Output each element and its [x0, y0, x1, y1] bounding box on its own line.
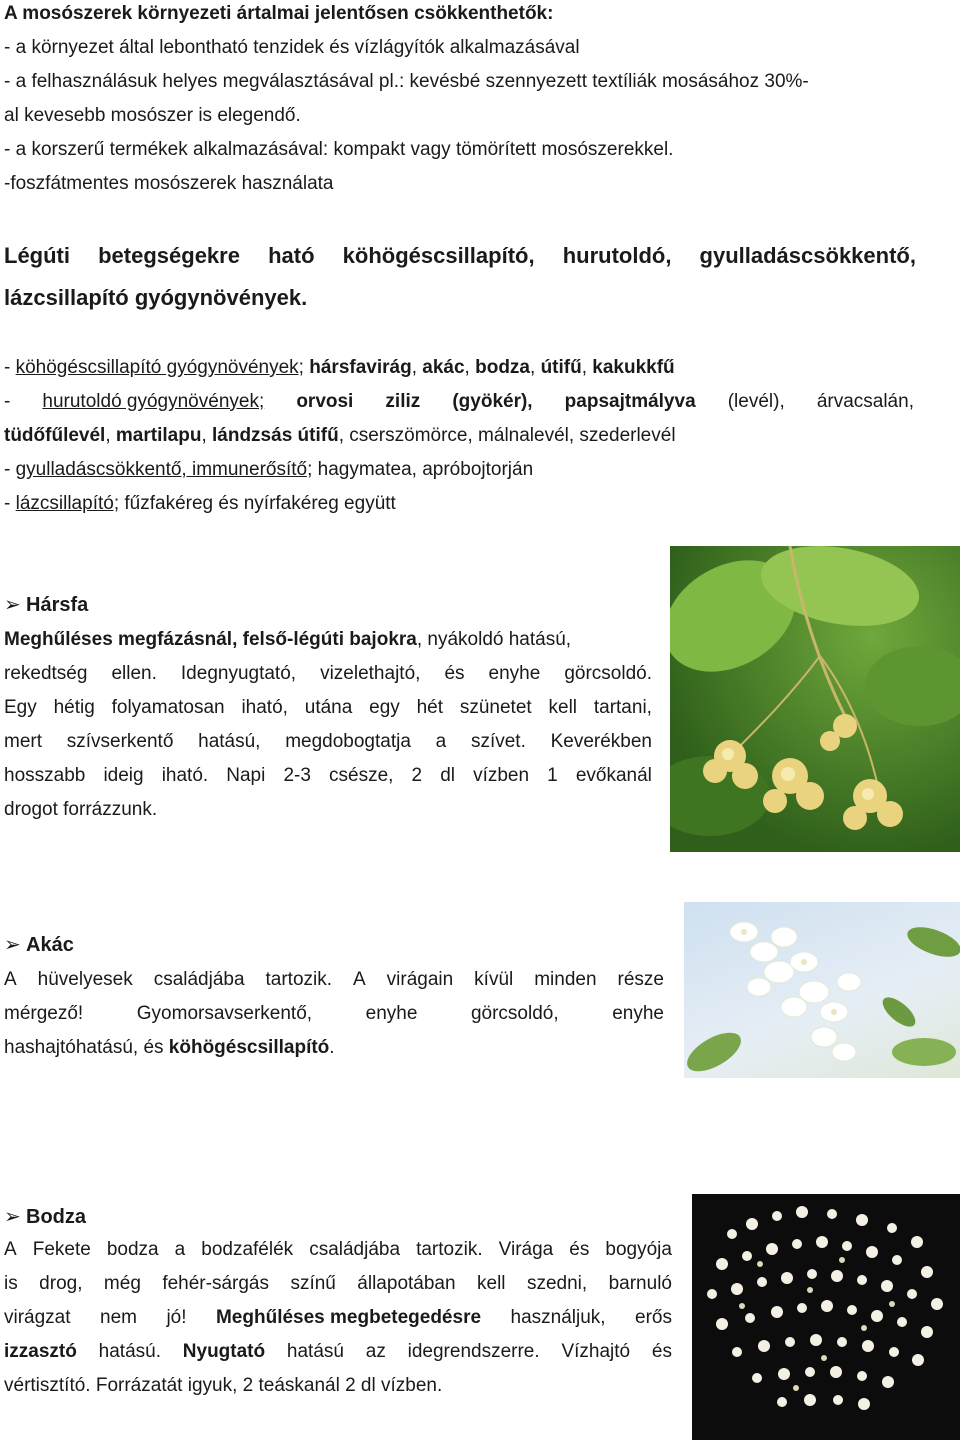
arrow-bullet-icon: ➢: [4, 594, 21, 616]
main-heading-line1: Légúti betegségekre ható köhögéscsillapító, hurutoldó, gyulladáscsökkentő,: [4, 243, 916, 268]
linden-photo: [670, 546, 960, 852]
bodza-line: A Fekete bodza a bodzafélék családjába tartozik. Virága és bogyója: [4, 1239, 672, 1260]
acacia-illustration: [684, 902, 960, 1078]
akac-title: ➢ Akác: [4, 934, 74, 956]
intro-line: -foszfátmentes mosószerek használata: [4, 173, 334, 194]
akac-line: hashajtóhatású, és köhögéscsillapító.: [4, 1037, 335, 1058]
elderflower-photo: [692, 1194, 960, 1440]
list-line-mucus-cont: tüdőfűlevél, martilapu, lándzsás útifű, cserszömörce, málnalevél, szederlevél: [4, 425, 676, 446]
bodza-line: is drog, még fehér-sárgás színű állapotában kell szedni, barnuló: [4, 1273, 672, 1294]
bodza-line: izzasztó hatású. Nyugtató hatású az idegrendszerre. Vízhajtó és: [4, 1341, 672, 1362]
harsfa-line: rekedtség ellen. Idegnyugtató, vizelethajtó, és enyhe görcsoldó.: [4, 663, 652, 684]
harsfa-line: mert szívserkentő hatású, megdobogtatja a szívet. Keverékben: [4, 731, 652, 752]
intro-line: - a környezet által lebontható tenzidek és vízlágyítók alkalmazásával: [4, 37, 580, 58]
main-heading-line2: lázcsillapító gyógynövények.: [4, 285, 308, 310]
harsfa-line: Egy hétig folyamatosan iható, utána egy hét szünetet kell tartani,: [4, 697, 652, 718]
harsfa-line: hosszabb ideig iható. Napi 2-3 csésze, 2 dl vízben 1 evőkanál: [4, 765, 652, 786]
akac-line: A hüvelyesek családjába tartozik. A virágain kívül minden része: [4, 969, 664, 990]
bodza-title: ➢ Bodza: [4, 1206, 86, 1228]
harsfa-line: drogot forrázzunk.: [4, 799, 158, 820]
intro-line: - a felhasználásuk helyes megválasztásával pl.: kevésbé szennyezett textíliák mosásához 30%-: [4, 71, 809, 92]
acacia-photo: [684, 902, 960, 1078]
arrow-bullet-icon: ➢: [4, 934, 21, 956]
linden-illustration: [670, 546, 960, 852]
list-line-cough: - köhögéscsillapító gyógynövények; hársfavirág, akác, bodza, útifű, kakukkfű: [4, 357, 675, 378]
list-line-fever: - lázcsillapító; fűzfakéreg és nyírfakéreg együtt: [4, 493, 396, 514]
list-line-mucus: - hurutoldó gyógynövények; orvosi ziliz (gyökér), papsajtmályva (levél), árvacsalán,: [4, 391, 914, 412]
intro-line: al kevesebb mosószer is elegendő.: [4, 105, 301, 126]
harsfa-title: ➢ Hársfa: [4, 594, 89, 616]
intro-heading: A mosószerek környezeti ártalmai jelentősen csökkenthetők:: [4, 3, 554, 24]
intro-line: - a korszerű termékek alkalmazásával: kompakt vagy tömörített mosószerekkel.: [4, 139, 674, 160]
elderflower-illustration: [692, 1194, 960, 1440]
bodza-line: vértisztító. Forrázatát igyuk, 2 teáskanál 2 dl vízben.: [4, 1375, 443, 1396]
bodza-line: virágzat nem jó! Meghűléses megbetegedésre használjuk, erős: [4, 1307, 672, 1328]
arrow-bullet-icon: ➢: [4, 1206, 21, 1228]
akac-line: mérgező! Gyomorsavserkentő, enyhe görcsoldó, enyhe: [4, 1003, 664, 1024]
list-line-inflammation: - gyulladáscsökkentő, immunerősítő; hagymatea, apróbojtorján: [4, 459, 534, 480]
harsfa-line: Meghűléses megfázásnál, felső-légúti bajokra, nyákoldó hatású,: [4, 629, 572, 650]
